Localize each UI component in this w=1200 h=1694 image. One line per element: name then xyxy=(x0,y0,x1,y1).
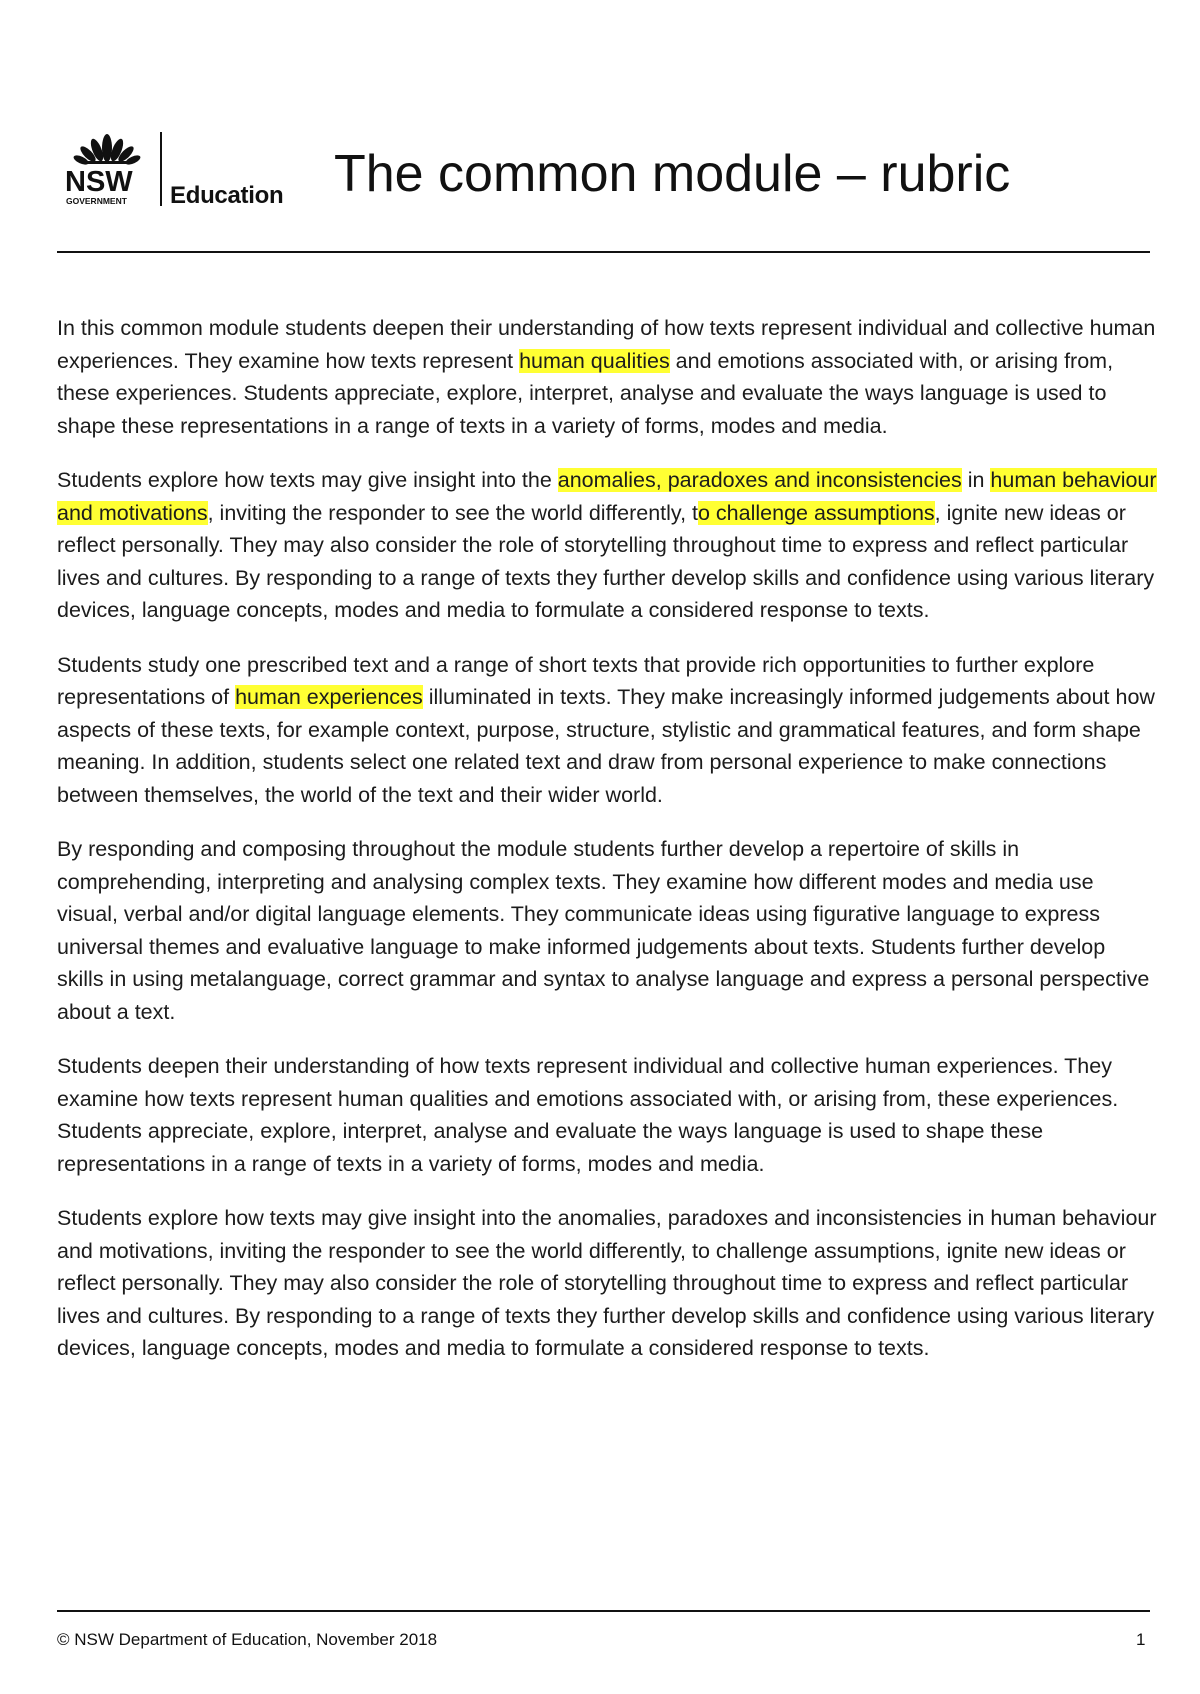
paragraph-text: , ignite new ideas or reflect personally. They may also consider the role of storytelling throughout time to express and reflect particular lives and cultures. By responding to a range of texts they further develop skills and confidence using various literary devices, language concepts, modes and media to formulate a considered response to texts. xyxy=(57,500,1155,622)
page-header xyxy=(57,120,1152,212)
logo-government-text: GOVERNMENT xyxy=(66,196,127,206)
paragraph-text: Students study one prescribed text and a range of short texts that provide rich opportunities to further explore representations of xyxy=(57,652,1095,709)
highlighted-text: human qualities xyxy=(519,348,670,373)
header-divider xyxy=(57,251,1150,253)
document-body xyxy=(57,312,1157,1387)
paragraph xyxy=(57,1202,1157,1365)
nsw-government-logo xyxy=(57,128,157,208)
paragraph-text: , inviting the responder to see the world differently, t xyxy=(207,500,698,525)
highlighted-text: human behaviour and motivations xyxy=(57,468,1157,525)
paragraph-text: In this common module students deepen their understanding of how texts represent individual and collective human experiences. They examine how texts represent xyxy=(57,316,1156,373)
footer-page-number: 1 xyxy=(1136,1630,1146,1649)
paragraph xyxy=(57,649,1157,812)
highlighted-text: human experiences xyxy=(235,685,423,709)
paragraph xyxy=(57,312,1157,442)
page-title: The common module – rubric xyxy=(334,145,1011,203)
highlighted-text: anomalies, paradoxes and inconsistencies xyxy=(557,468,962,492)
logo-nsw-text: NSW xyxy=(65,166,133,198)
paragraph xyxy=(57,833,1157,1028)
paragraph-text: and emotions associated with, or arising from, these experiences. Students appreciate, explore, interpret, analyse and evaluate the ways language is used to shape these representations in a range of texts in a variety of forms, modes and media. xyxy=(57,348,1114,438)
paragraph-text: illuminated in texts. They make increasingly informed judgements about how aspects of these texts, for example context, purpose, structure, stylistic and grammatical features, and form shape meaning. In addition, students select one related text and draw from personal experience to make connections between themselves, the world of the text and their wider world. xyxy=(57,685,1155,807)
paragraph-text: By responding and composing throughout the module students further develop a repertoire of skills in comprehending, interpreting and analysing complex texts. They examine how different modes and media use visual, verbal and/or digital language elements. They communicate ideas using figurative language to express universal themes and evaluative language to make informed judgements about texts. Students further develop skills in using metalanguage, correct grammar and syntax to analyse language and express a personal perspective about a text. xyxy=(57,837,1150,1024)
paragraph-text: Students explore how texts may give insight into the xyxy=(57,468,558,492)
paragraph xyxy=(57,1050,1157,1180)
footer-divider xyxy=(57,1610,1150,1612)
paragraph-text: Students deepen their understanding of how texts represent individual and collective human experiences. They examine how texts represent human qualities and emotions associated with, or arising from, these experiences. Students appreciate, explore, interpret, analyse and evaluate the ways language is used to shape these representations in a range of texts in a variety of forms, modes and media. xyxy=(57,1054,1119,1176)
logo-divider xyxy=(160,132,162,206)
waratah-flower-icon xyxy=(72,134,141,167)
paragraph-text: in xyxy=(961,468,991,492)
paragraph-text: Students explore how texts may give insight into the anomalies, paradoxes and inconsistencies in human behaviour and motivations, inviting the responder to see the world differently, to challenge assumptions, ignite new ideas or reflect personally. They may also consider the role of storytelling throughout time to express and reflect particular lives and cultures. By responding to a range of texts they further develop skills and confidence using various literary devices, language concepts, modes and media to formulate a considered response to texts. xyxy=(57,1206,1157,1360)
highlighted-text: o challenge assumptions xyxy=(698,500,935,525)
footer-copyright: © NSW Department of Education, November 2018 xyxy=(57,1630,438,1649)
logo-education-text: Education xyxy=(170,182,284,209)
paragraph xyxy=(57,464,1157,627)
